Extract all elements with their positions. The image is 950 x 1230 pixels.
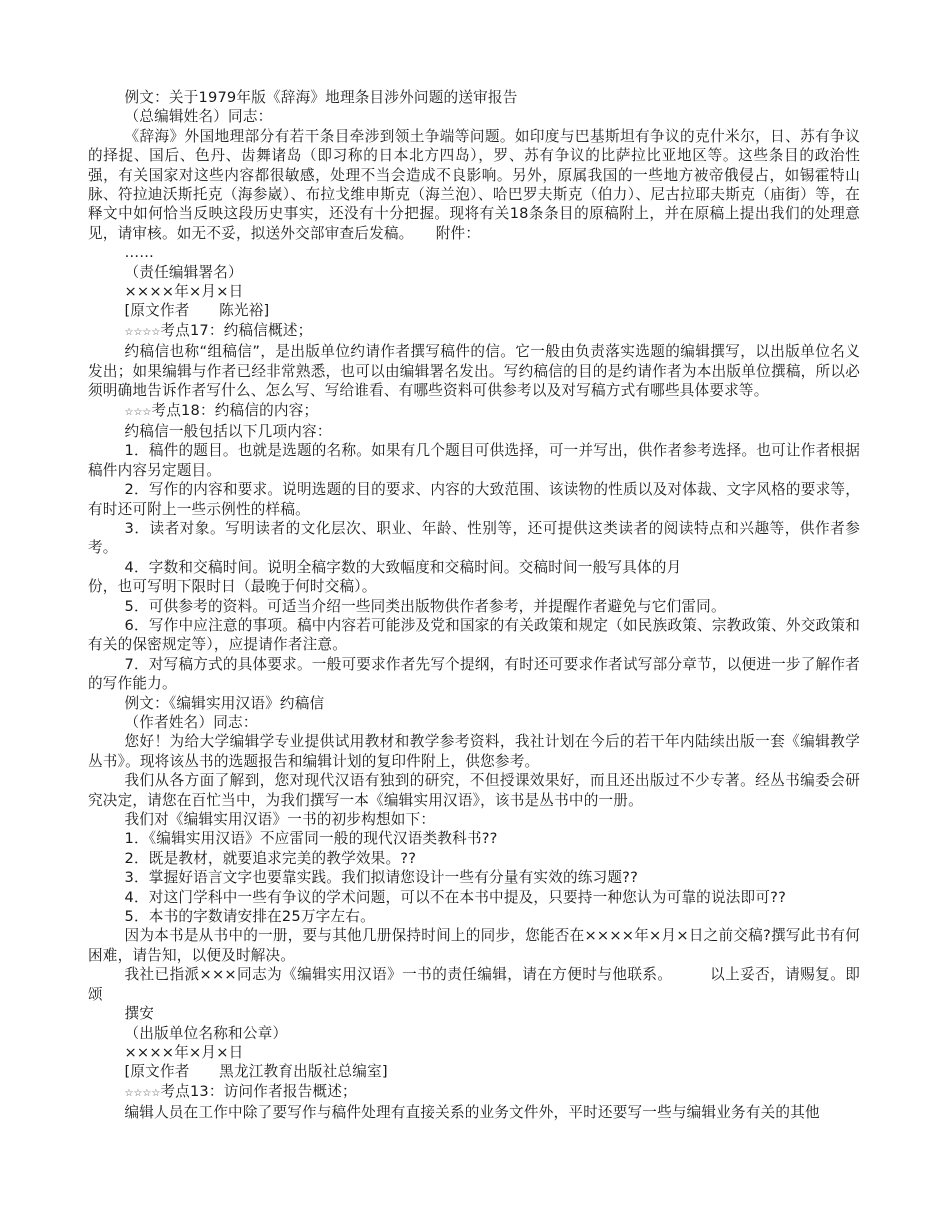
- salutation: （总编辑姓名）同志：: [124, 108, 273, 126]
- section-heading-text: 考点18：约稿信的内容；: [151, 401, 319, 419]
- section-heading: [88, 321, 860, 342]
- paragraph: 《辞海》外国地理部分有若干条目牵涉到领土争端等问题。如印度与巴基斯坦有争议的克什米尔，日、苏有争议的择捉、国后、色丹、齿舞诸岛（即习称的日本北方四岛），罗、苏有争议的比萨拉比亚地区等。这些条目的政治性强，有关国家对这些内容都很敏感，处理不当会造成不良影响。另外，原属我国的一些地方被帝俄侵占，如锡霍特山脉、符拉迪沃斯托克（海参崴）、布拉戈维申斯克（海兰泡）、哈巴罗夫斯克（伯力）、尼古拉耶夫斯克（庙街）等，在释文中如何恰当反映这段历史事实，还没有十分把握。现将有关18条条目的原稿附上，并在原稿上提出我们的处理意见，请审核。如无不妥，拟送外交部审查后发稿。 附件：: [88, 127, 860, 242]
- signature: （责任编辑署名）: [124, 263, 243, 281]
- list-item: 2．写作的内容和要求。说明选题的目的要求、内容的大致范围、该读物的性质以及对体裁、文字风格的要求等，有时还可附上一些示例性的样稿。: [88, 481, 860, 518]
- list-item: 5．可供参考的资料。可适当介绍一些同类出版物供作者参考，并提醒作者避免与它们雷同。: [124, 597, 726, 615]
- list-item: 2．既是教材，就要追求完美的教学效果。??: [124, 849, 417, 867]
- section-heading-text: 考点17：约稿信概述；: [160, 321, 313, 339]
- list-item: 1．《编辑实用汉语》不应雷同一般的现代汉语类教科书??: [124, 830, 498, 848]
- paragraph: 我社已指派×××同志为《编辑实用汉语》一书的责任编辑，请在方便时与他联系。 以上妥否，请赐复。即颂: [88, 966, 860, 1003]
- date: ××××年×月×日: [124, 1043, 244, 1061]
- star-rating-icon: ☆☆☆☆: [124, 326, 161, 338]
- paragraph: 编辑人员在工作中除了要写作与稿件处理有直接关系的业务文件外，平时还要写一些与编辑业务有关的其他: [124, 1104, 820, 1122]
- list-item: 6．写作中应注意的事项。稿中内容若可能涉及党和国家的有关政策和规定（如民族政策、宗教政策、外交政策和有关的保密规定等），应提请作者注意。: [88, 616, 860, 654]
- section-heading-text: 考点13：访问作者报告概述；: [160, 1082, 357, 1100]
- paragraph: 我们从各方面了解到，您对现代汉语有独到的研究，不但授课效果好，而且还出版过不少专著。经丛书编委会研究决定，请您在百忙当中，为我们撰写一本《编辑实用汉语》，该书是丛书中的一册。: [88, 772, 860, 809]
- section-heading: [88, 401, 860, 422]
- list-item: 4．字数和交稿时间。说明全稿字数的大致幅度和交稿时间。交稿时间一般写具体的月: [124, 558, 682, 576]
- list-item: 5．本书的字数请安排在25万字左右。: [124, 908, 375, 926]
- signature: （出版单位名称和公章）: [124, 1024, 288, 1042]
- original-author: [原文作者 陈光裕]: [124, 302, 270, 320]
- closing: 撰安: [124, 1005, 155, 1023]
- example-title: 例文：《编辑实用汉语》约稿信: [124, 694, 325, 712]
- list-item: 3．掌握好语言文字也要靠实践。我们拟请您设计一些有分量有实效的练习题??: [124, 869, 639, 887]
- star-rating-icon: ☆☆☆: [124, 406, 152, 418]
- section-heading: [88, 1082, 860, 1103]
- original-author: [原文作者 黑龙江教育出版社总编室]: [124, 1063, 388, 1081]
- paragraph: 约稿信也称“组稿信”，是出版单位约请作者撰写稿件的信。它一般由负责落实选题的编辑撰写，以出版单位名义发出；如果编辑与作者已经非常熟悉，也可以由编辑署名发出。写约稿信的目的是约请作者为本出版单位撰稿，所以必须明确地告诉作者写什么、怎么写、写给谁看、有哪些资料可供参考以及对写稿方式有哪些具体要求等。: [88, 343, 860, 400]
- example-title: 例文：关于1979年版《辞海》地理条目涉外问题的送审报告: [124, 89, 518, 106]
- ellipsis: ……: [124, 244, 155, 262]
- list-item: 3．读者对象。写明读者的文化层次、职业、年龄、性别等，还可提供这类读者的阅读特点和兴趣等，供作者参考。: [88, 519, 860, 557]
- paragraph: 因为本书是从书中的一册，要与其他几册保持时间上的同步，您能否在××××年×月×日之前交稿?撰写此书有何困难，请告知，以便及时解决。: [88, 927, 860, 964]
- paragraph: 我们对《编辑实用汉语》一书的初步构想如下：: [124, 811, 436, 829]
- salutation: （作者姓名）同志：: [124, 714, 258, 731]
- paragraph: 约稿信一般包括以下几项内容：: [124, 422, 332, 440]
- list-item: 1．稿件的题目。也就是选题的名称。如果有几个题目可供选择，可一并写出，供作者参考选择。也可让作者根据稿件内容另定题目。: [88, 442, 860, 479]
- paragraph: 您好！为给大学编辑学专业提供试用教材和教学参考资料，我社计划在今后的若干年内陆续出版一套《编辑教学丛书》。现将该丛书的选题报告和编辑计划的复印件附上，供您参考。: [88, 733, 860, 770]
- list-item: 7．对写稿方式的具体要求。一般可要求作者先写个提纲，有时还可要求作者试写部分章节，以便进一步了解作者的写作能力。: [88, 655, 860, 693]
- document-page: [88, 88, 860, 1123]
- list-item: 4．对这门学科中一些有争议的学术问题，可以不在本书中提及，只要持一种您认为可靠的说法即可??: [124, 888, 787, 906]
- star-rating-icon: ☆☆☆☆: [124, 1087, 161, 1099]
- list-item-continuation: 份，也可写明下限时日（最晚于何时交稿）。: [88, 578, 377, 596]
- date: ××××年×月×日: [124, 283, 244, 301]
